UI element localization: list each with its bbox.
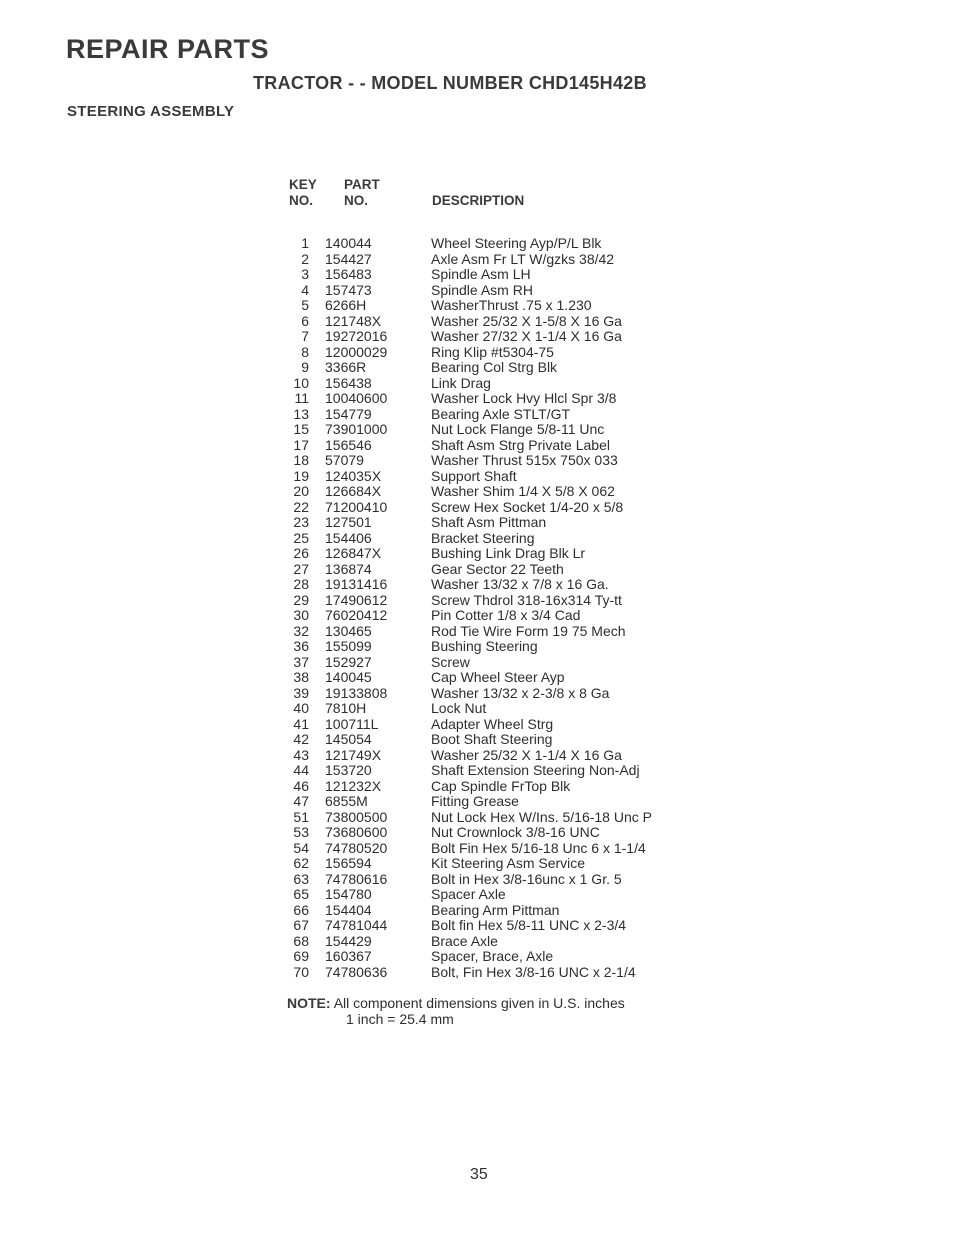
part-no-cell: 156483 [325,266,372,282]
description-cell: Washer 25/32 X 1-5/8 X 16 Ga [431,312,622,329]
description-cell: Gear Sector 22 Teeth [431,560,564,577]
part-no-cell: 73901000 [325,421,388,437]
parts-table [282,236,652,980]
key-no-cell: 18 [293,452,309,468]
part-no-cell: 154429 [325,932,372,949]
part-no-cell: 100711L [325,715,379,732]
part-no-cell: 7810H [325,700,367,716]
table-row [282,298,652,314]
key-no-cell: 27 [293,560,309,577]
column-header-part-line1: PART [344,177,380,192]
table-row [282,965,652,981]
part-no-cell: 6855M [325,793,368,809]
part-no-cell: 154404 [325,901,372,918]
part-no-cell: 71200410 [325,498,388,515]
key-no-cell: 6 [301,312,309,329]
table-row [282,453,652,469]
table-row [282,345,652,361]
table-row [282,329,652,345]
key-no-cell: 19 [293,467,309,484]
table-row [282,670,652,686]
description-cell: Bracket Steering [431,529,535,546]
key-no-cell: 38 [293,669,309,685]
part-no-cell: 73680600 [325,824,388,840]
table-row [282,949,652,965]
description-cell: Kit Steering Asm Service [431,855,586,871]
page-title: REPAIR PARTS [66,34,270,64]
section-title: STEERING ASSEMBLY [67,103,235,120]
part-no-cell: 74780616 [325,870,388,887]
table-row [282,763,652,779]
part-no-cell: 156438 [325,374,372,391]
part-no-cell: 74780520 [325,839,388,856]
description-cell: Lock Nut [431,700,487,716]
description-cell: Screw Hex Socket 1/4-20 x 5/8 [431,498,624,515]
description-cell: Bearing Axle STLT/GT [431,405,571,422]
table-row [282,794,652,810]
table-row [282,717,652,733]
description-cell: Washer 25/32 X 1-1/4 X 16 Ga [431,746,622,763]
part-no-cell: 154406 [325,529,372,546]
description-cell: Spindle Asm LH [431,266,531,282]
key-no-cell: 43 [293,746,309,763]
table-row [282,748,652,764]
key-no-cell: 30 [293,607,309,623]
description-cell: Shaft Asm Strg Private Label [431,436,610,453]
table-row [282,825,652,841]
description-cell: Washer Shim 1/4 X 5/8 X 062 [431,483,615,499]
table-row [282,934,652,950]
part-no-cell: 6266H [325,297,367,313]
description-cell: Washer Lock Hvy Hlcl Spr 3/8 [431,390,617,406]
part-no-cell: 153720 [325,762,372,778]
description-cell: Adapter Wheel Strg [431,715,554,732]
part-no-cell: 10040600 [325,390,388,406]
description-cell: Pin Cotter 1/8 x 3/4 Cad [431,607,581,623]
key-no-cell: 2 [301,250,309,267]
table-row [282,283,652,299]
key-no-cell: 1 [301,235,309,251]
part-no-cell: 3366R [325,359,367,375]
description-cell: Screw [431,653,470,670]
description-cell: Bearing Arm Pittman [431,901,560,918]
key-no-cell: 65 [293,886,309,902]
description-cell: Brace Axle [431,932,498,949]
key-no-cell: 25 [293,529,309,546]
description-cell: Washer 27/32 X 1-1/4 X 16 Ga [431,328,622,344]
page-number: 35 [470,1166,488,1183]
key-no-cell: 22 [293,498,309,515]
key-no-cell: 11 [294,390,309,406]
part-no-cell: 160367 [325,948,372,964]
description-cell: Spacer Axle [431,886,506,902]
description-cell: Wheel Steering Ayp/P/L Blk [431,235,602,251]
table-row [282,856,652,872]
part-no-cell: 121232X [325,777,382,794]
table-row [282,252,652,268]
description-cell: Shaft Asm Pittman [431,514,547,530]
description-cell: Cap Spindle FrTop Blk [431,777,571,794]
description-cell: Bolt fin Hex 5/8-11 UNC x 2-3/4 [431,917,627,933]
table-row [282,887,652,903]
table-row [282,391,652,407]
part-no-cell: 152927 [325,653,372,670]
column-header-part-line2: NO. [344,193,369,208]
table-row [282,608,652,624]
table-row [282,500,652,516]
table-row [282,639,652,655]
key-no-cell: 42 [293,731,309,747]
note-label: NOTE: [287,995,331,1011]
part-no-cell: 76020412 [325,607,388,623]
part-no-cell: 19272016 [325,328,388,344]
table-row [282,732,652,748]
table-row [282,376,652,392]
part-no-cell: 57079 [325,452,364,468]
table-row [282,593,652,609]
key-no-cell: 7 [301,328,309,344]
key-no-cell: 29 [293,591,309,608]
part-no-cell: 12000029 [325,343,388,360]
part-no-cell: 155099 [325,638,372,654]
part-no-cell: 121748X [325,312,382,329]
key-no-cell: 51 [293,808,309,825]
part-no-cell: 145054 [325,731,372,747]
part-no-cell: 154427 [325,250,372,267]
description-cell: Bearing Col Strg Blk [431,359,558,375]
key-no-cell: 47 [293,793,309,809]
key-no-cell: 10 [293,374,309,391]
key-no-cell: 44 [293,762,309,778]
description-cell: Bolt, Fin Hex 3/8-16 UNC x 2-1/4 [431,963,636,980]
part-no-cell: 157473 [325,281,372,298]
description-cell: Bushing Steering [431,638,538,654]
key-no-cell: 69 [293,948,309,964]
description-cell: Bushing Link Drag Blk Lr [431,545,586,561]
key-no-cell: 26 [293,545,309,561]
part-no-cell: 136874 [325,560,372,577]
column-header-description: DESCRIPTION [432,193,525,208]
description-cell: Bolt Fin Hex 5/16-18 Unc 6 x 1-1/4 [431,839,646,856]
parts-table-body [282,236,652,980]
part-no-cell: 140045 [325,669,372,685]
description-cell: WasherThrust .75 x 1.230 [431,297,592,313]
key-no-cell: 70 [293,963,309,980]
table-row [282,407,652,423]
table-row [282,841,652,857]
table-row [282,469,652,485]
part-no-cell: 127501 [325,514,372,530]
key-no-cell: 8 [301,343,309,360]
description-cell: Support Shaft [431,467,517,484]
table-row [282,515,652,531]
part-no-cell: 156594 [325,855,372,871]
part-no-cell: 19131416 [325,576,388,592]
key-no-cell: 28 [293,576,309,592]
key-no-cell: 36 [293,638,309,654]
key-no-cell: 41 [293,715,309,732]
part-no-cell: 130465 [325,622,372,639]
part-no-cell: 74780636 [325,963,388,980]
model-title: TRACTOR - - MODEL NUMBER CHD145H42B [253,73,647,93]
key-no-cell: 15 [293,421,309,437]
note-text: All component dimensions given in U.S. inches [333,995,625,1011]
part-no-cell: 19133808 [325,684,388,701]
part-no-cell: 154780 [325,886,372,902]
table-row [282,562,652,578]
key-no-cell: 53 [293,824,309,840]
description-cell: Bolt in Hex 3/8-16unc x 1 Gr. 5 [431,870,622,887]
description-cell: Fitting Grease [431,793,519,809]
part-no-cell: 154779 [325,405,372,422]
key-no-cell: 17 [293,436,309,453]
description-cell: Axle Asm Fr LT W/gzks 38/42 [431,250,615,267]
table-row [282,655,652,671]
description-cell: Rod Tie Wire Form 19 75 Mech [431,622,626,639]
description-cell: Washer 13/32 x 7/8 x 16 Ga. [431,576,609,592]
key-no-cell: 37 [293,653,309,670]
part-no-cell: 73800500 [325,808,388,825]
description-cell: Nut Crownlock 3/8-16 UNC [431,824,600,840]
key-no-cell: 9 [301,359,309,375]
key-no-cell: 39 [293,684,309,701]
key-no-cell: 4 [301,281,309,298]
table-row [282,438,652,454]
table-row [282,686,652,702]
table-row [282,422,652,438]
key-no-cell: 32 [293,622,309,639]
description-cell: Shaft Extension Steering Non-Adj [431,762,640,778]
table-row [282,779,652,795]
description-cell: Nut Lock Flange 5/8-11 Unc [431,421,605,437]
part-no-cell: 126847X [325,545,382,561]
table-row [282,531,652,547]
table-row [282,236,652,252]
table-row [282,577,652,593]
table-row [282,314,652,330]
description-cell: Washer 13/32 x 2-3/8 x 8 Ga [431,684,610,701]
key-no-cell: 62 [293,855,309,871]
key-no-cell: 13 [293,405,309,422]
description-cell: Screw Thdrol 318-16x314 Ty-tt [431,591,622,608]
key-no-cell: 46 [293,777,309,794]
description-cell: Link Drag [431,374,491,391]
key-no-cell: 5 [301,297,309,313]
description-cell: Washer Thrust 515x 750x 033 [431,452,618,468]
part-no-cell: 121749X [325,746,382,763]
part-no-cell: 140044 [325,235,372,251]
part-no-cell: 124035X [325,467,382,484]
note-conversion: 1 inch = 25.4 mm [346,1011,454,1027]
table-row [282,918,652,934]
key-no-cell: 3 [301,266,309,282]
column-header-key-line1: KEY [289,177,317,192]
note [287,995,625,1011]
column-header-part-no [344,177,380,209]
table-row [282,903,652,919]
description-cell: Nut Lock Hex W/Ins. 5/16-18 Unc P [431,808,652,825]
part-no-cell: 74781044 [325,917,388,933]
table-row [282,546,652,562]
column-header-key-no [289,177,317,209]
description-cell: Spacer, Brace, Axle [431,948,554,964]
part-no-cell: 17490612 [325,591,388,608]
table-row [282,701,652,717]
table-row [282,267,652,283]
table-row [282,872,652,888]
key-no-cell: 66 [293,901,309,918]
table-row [282,810,652,826]
table-row [282,484,652,500]
description-cell: Spindle Asm RH [431,281,533,298]
description-cell: Ring Klip #t5304-75 [431,343,554,360]
part-no-cell: 156546 [325,436,372,453]
key-no-cell: 20 [293,483,309,499]
key-no-cell: 54 [293,839,309,856]
table-row [282,360,652,376]
key-no-cell: 40 [293,700,309,716]
column-header-key-line2: NO. [289,193,314,208]
description-cell: Cap Wheel Steer Ayp [431,669,565,685]
part-no-cell: 126684X [325,483,382,499]
key-no-cell: 68 [293,932,309,949]
key-no-cell: 67 [293,917,309,933]
key-no-cell: 63 [293,870,309,887]
description-cell: Boot Shaft Steering [431,731,553,747]
table-row [282,624,652,640]
key-no-cell: 23 [293,514,309,530]
